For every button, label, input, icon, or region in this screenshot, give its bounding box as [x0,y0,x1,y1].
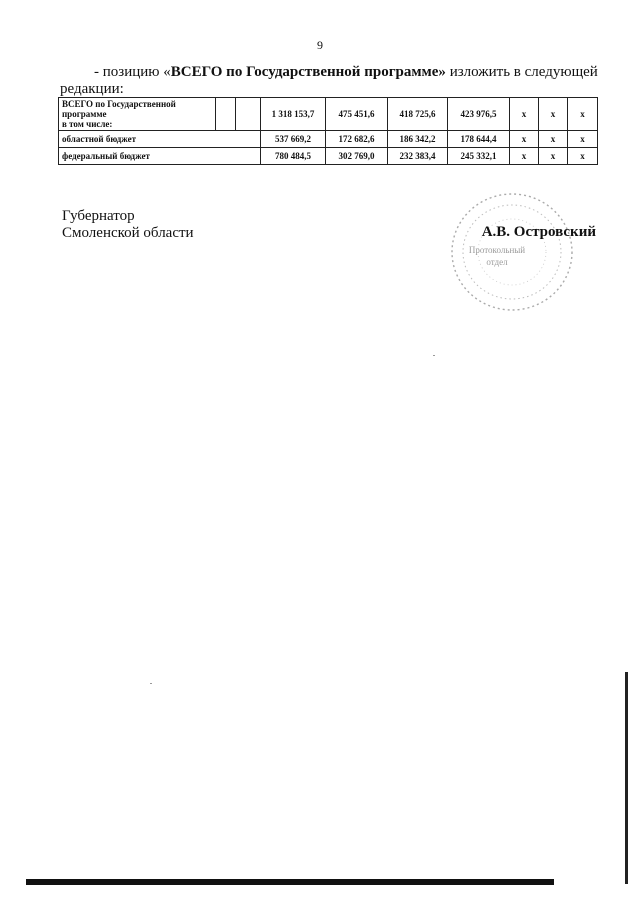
year1-cell: 172 682,6 [326,131,388,148]
funding-table [58,97,598,165]
x-cell: x [539,98,568,131]
x-cell: x [510,148,539,165]
signoff-block [62,208,194,242]
page-number: 9 [317,38,323,52]
stamp-label: Протокольный отдел [468,245,526,267]
row-label: ВСЕГО по Государственной программе в том числе: [59,98,216,131]
signer-name: А.В. Островский [481,224,596,240]
year2-cell: 418 725,6 [388,98,448,131]
total-cell: 1 318 153,7 [261,98,326,131]
year1-cell: 475 451,6 [326,98,388,131]
scan-bottom-bar [26,879,554,885]
year3-cell: 423 976,5 [448,98,510,131]
x-cell: x [568,98,598,131]
x-cell: x [510,98,539,131]
year3-cell: 178 644,4 [448,131,510,148]
intro-suffix: изложить в следующей редакции: [60,64,598,97]
empty-cell [216,98,236,131]
empty-cell [236,98,261,131]
row-label: областной бюджет [59,131,261,148]
intro-prefix: - позицию « [94,64,171,80]
year2-cell: 186 342,2 [388,131,448,148]
scan-speck [150,683,152,684]
x-cell: x [539,148,568,165]
x-cell: x [539,131,568,148]
year3-cell: 245 332,1 [448,148,510,165]
year1-cell: 302 769,0 [326,148,388,165]
intro-paragraph [60,64,600,98]
x-cell: x [510,131,539,148]
scan-speck [433,355,435,356]
scan-edge-line [625,672,628,884]
table-row [59,148,598,165]
total-cell: 537 669,2 [261,131,326,148]
table-row [59,98,598,131]
year2-cell: 232 383,4 [388,148,448,165]
row-label: федеральный бюджет [59,148,261,165]
signoff-region: Смоленской области [62,225,194,241]
signoff-title: Губернатор [62,208,135,224]
total-cell: 780 484,5 [261,148,326,165]
x-cell: x [568,148,598,165]
x-cell: x [568,131,598,148]
intro-bold: ВСЕГО по Государственной программе» [170,64,446,80]
table-row [59,131,598,148]
